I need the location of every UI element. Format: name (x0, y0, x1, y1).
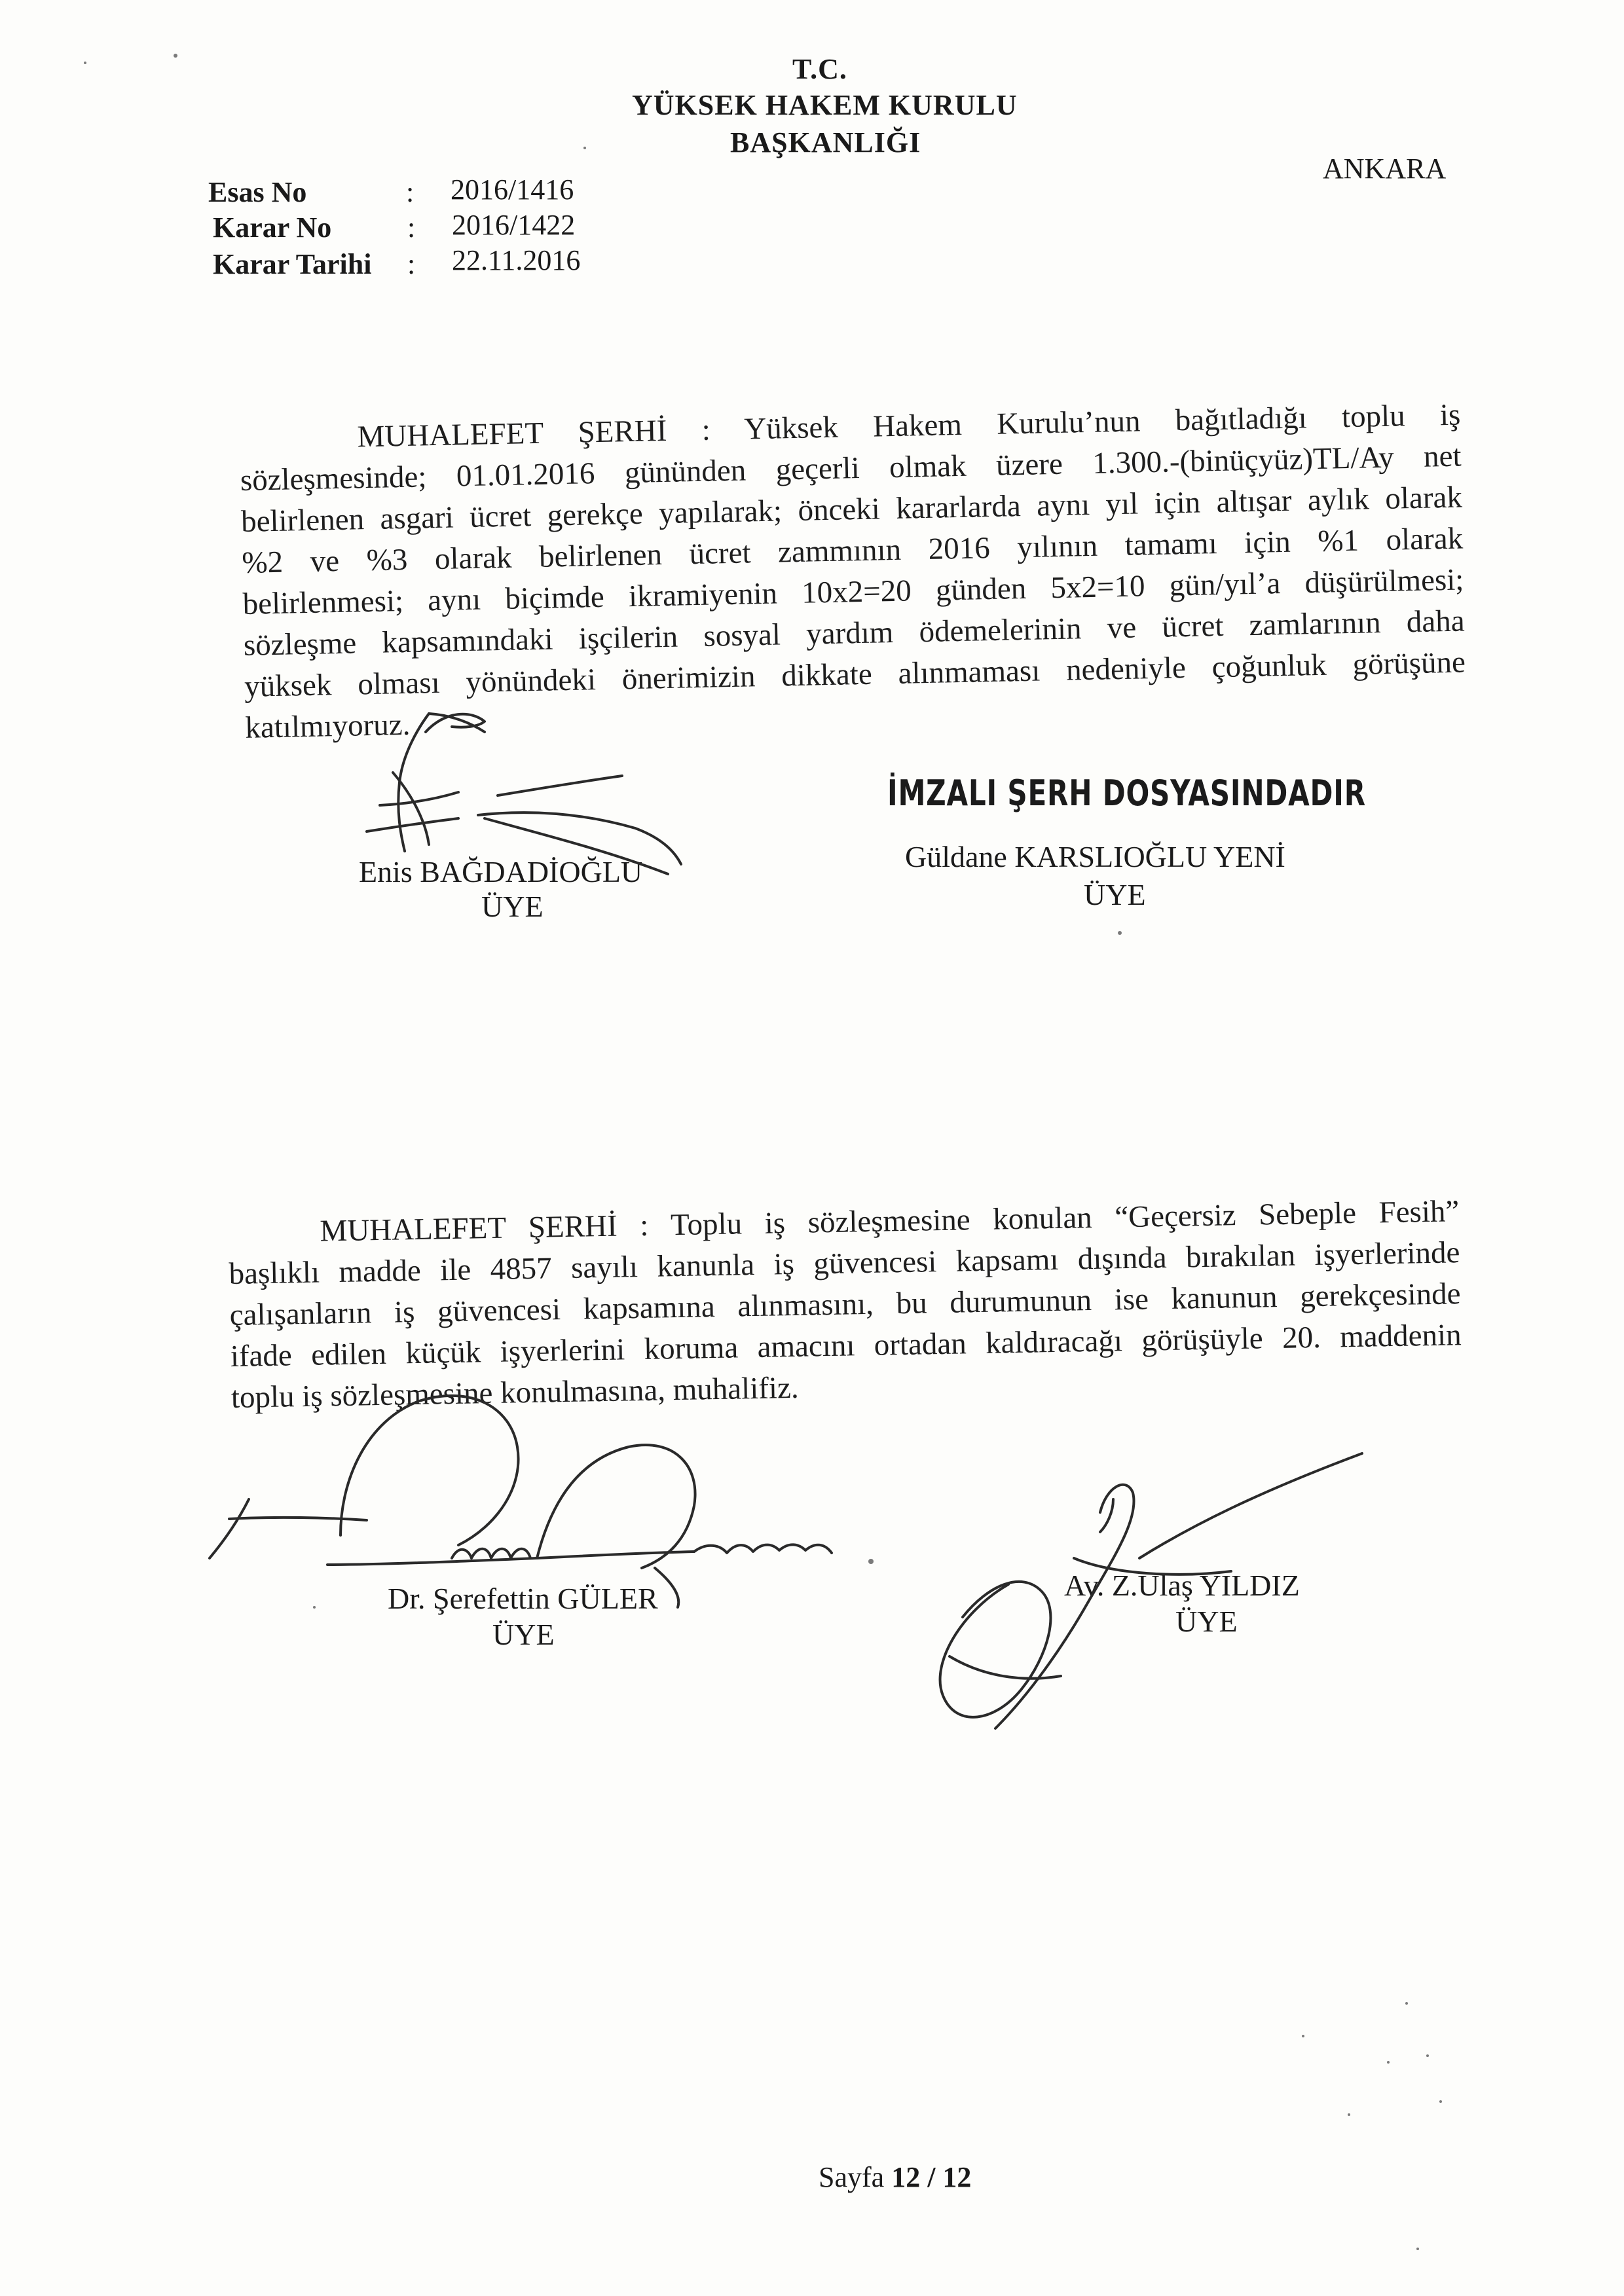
dissent-2-line: başlıklı madde ile 4857 sayılı kanunla iş güvencesi kapsamı dışında bırakılan işyerlerinde (229, 1235, 1460, 1291)
dissent-1-line: yüksek olması yönündeki önerimizin dikkate alınmaması nedeniyle çoğunluk görüşüne (244, 645, 1466, 704)
signatory-name-left-2: Dr. Şerefettin GÜLER (388, 1582, 658, 1615)
karar-tarihi-separator: : (407, 248, 416, 280)
karar-no-label: Karar No (213, 211, 332, 244)
dissent-2-line: toplu iş sözleşmesine konulmasına, muhalifiz. (231, 1370, 800, 1415)
page-number (819, 2160, 971, 2194)
header-tc: T.C. (792, 53, 847, 85)
signatory-name-right-1: Güldane KARSLIOĞLU YENİ (905, 840, 1285, 873)
dissent-paragraph-2 (228, 1191, 1462, 1419)
page-current: 12 (891, 2161, 921, 2193)
dissent-1-line: katılmıyoruz. (244, 707, 411, 745)
page-prefix: Sayfa (819, 2161, 885, 2193)
karar-no-separator: : (407, 211, 416, 244)
header-presidency: BAŞKANLIĞI (730, 126, 921, 158)
signatory-name-right-2: Av. Z.Ulaş YILDIZ (1064, 1569, 1300, 1602)
signature-serefettin-guler (210, 1396, 832, 1607)
dissent-1-line: belirlenmesi; aynı biçimde ikramiyenin 10x2=20 günden 5x2=10 gün/yıl’a düşürülmesi; (242, 562, 1464, 621)
header-institution: YÜKSEK HAKEM KURULU (632, 89, 1018, 121)
signed-dissent-stamp: İMZALI ŞERH DOSYASINDADIR (887, 773, 1366, 814)
signatory-title-left-2: ÜYE (492, 1618, 555, 1651)
karar-no-value: 2016/1422 (452, 209, 576, 241)
esas-no-value: 2016/1416 (451, 173, 574, 206)
esas-no-separator: : (406, 176, 415, 208)
page-separator: / (927, 2161, 936, 2193)
header-city: ANKARA (1323, 153, 1447, 185)
dissent-2-line: MUHALEFET ŞERHİ : Toplu iş sözleşmesine konulan “Geçersiz Sebeple Fesih” (320, 1194, 1460, 1248)
dissent-2-line: çalışanların iş güvencesi kapsamına alınmasını, bu durumunun ise kanunun gerekçesinde (229, 1277, 1461, 1332)
page-total: 12 (942, 2161, 972, 2193)
scan-specks (84, 54, 1442, 2250)
dissent-1-line: MUHALEFET ŞERHİ : Yüksek Hakem Kurulu’nun bağıtladığı toplu iş (357, 397, 1461, 454)
signatory-title-right-2: ÜYE (1175, 1605, 1238, 1638)
dissent-1-line: sözleşmesinde; 01.01.2016 gününden geçerli olmak üzere 1.300.-(binüçyüz)TL/Ay net (240, 439, 1462, 498)
signatory-title-left-1: ÜYE (481, 890, 544, 923)
karar-tarihi-label: Karar Tarihi (213, 248, 372, 280)
esas-no-label: Esas No (208, 176, 307, 208)
dissent-paragraph-1 (239, 395, 1467, 749)
dissent-1-line: %2 ve %3 olarak belirlenen ücret zammının 2016 yılının tamamı için %1 olarak (241, 521, 1464, 580)
dissent-2-line: ifade edilen küçük işyerlerini koruma amacını ortadan kaldıracağı görüşüyle 20. maddenin (230, 1318, 1462, 1374)
signatory-name-left-1: Enis BAĞDADİOĞLU (359, 855, 643, 888)
karar-tarihi-value: 22.11.2016 (452, 244, 581, 276)
dissent-1-line: belirlenen asgari ücret gerekçe yapılarak; önceki kararlarda aynı yıl için altışar aylık olarak (240, 480, 1463, 539)
dissent-1-line: sözleşme kapsamındaki işçilerin sosyal yardım ödemelerinin ve ücret zamlarının daha (243, 604, 1466, 663)
signatory-title-right-1: ÜYE (1084, 878, 1146, 911)
